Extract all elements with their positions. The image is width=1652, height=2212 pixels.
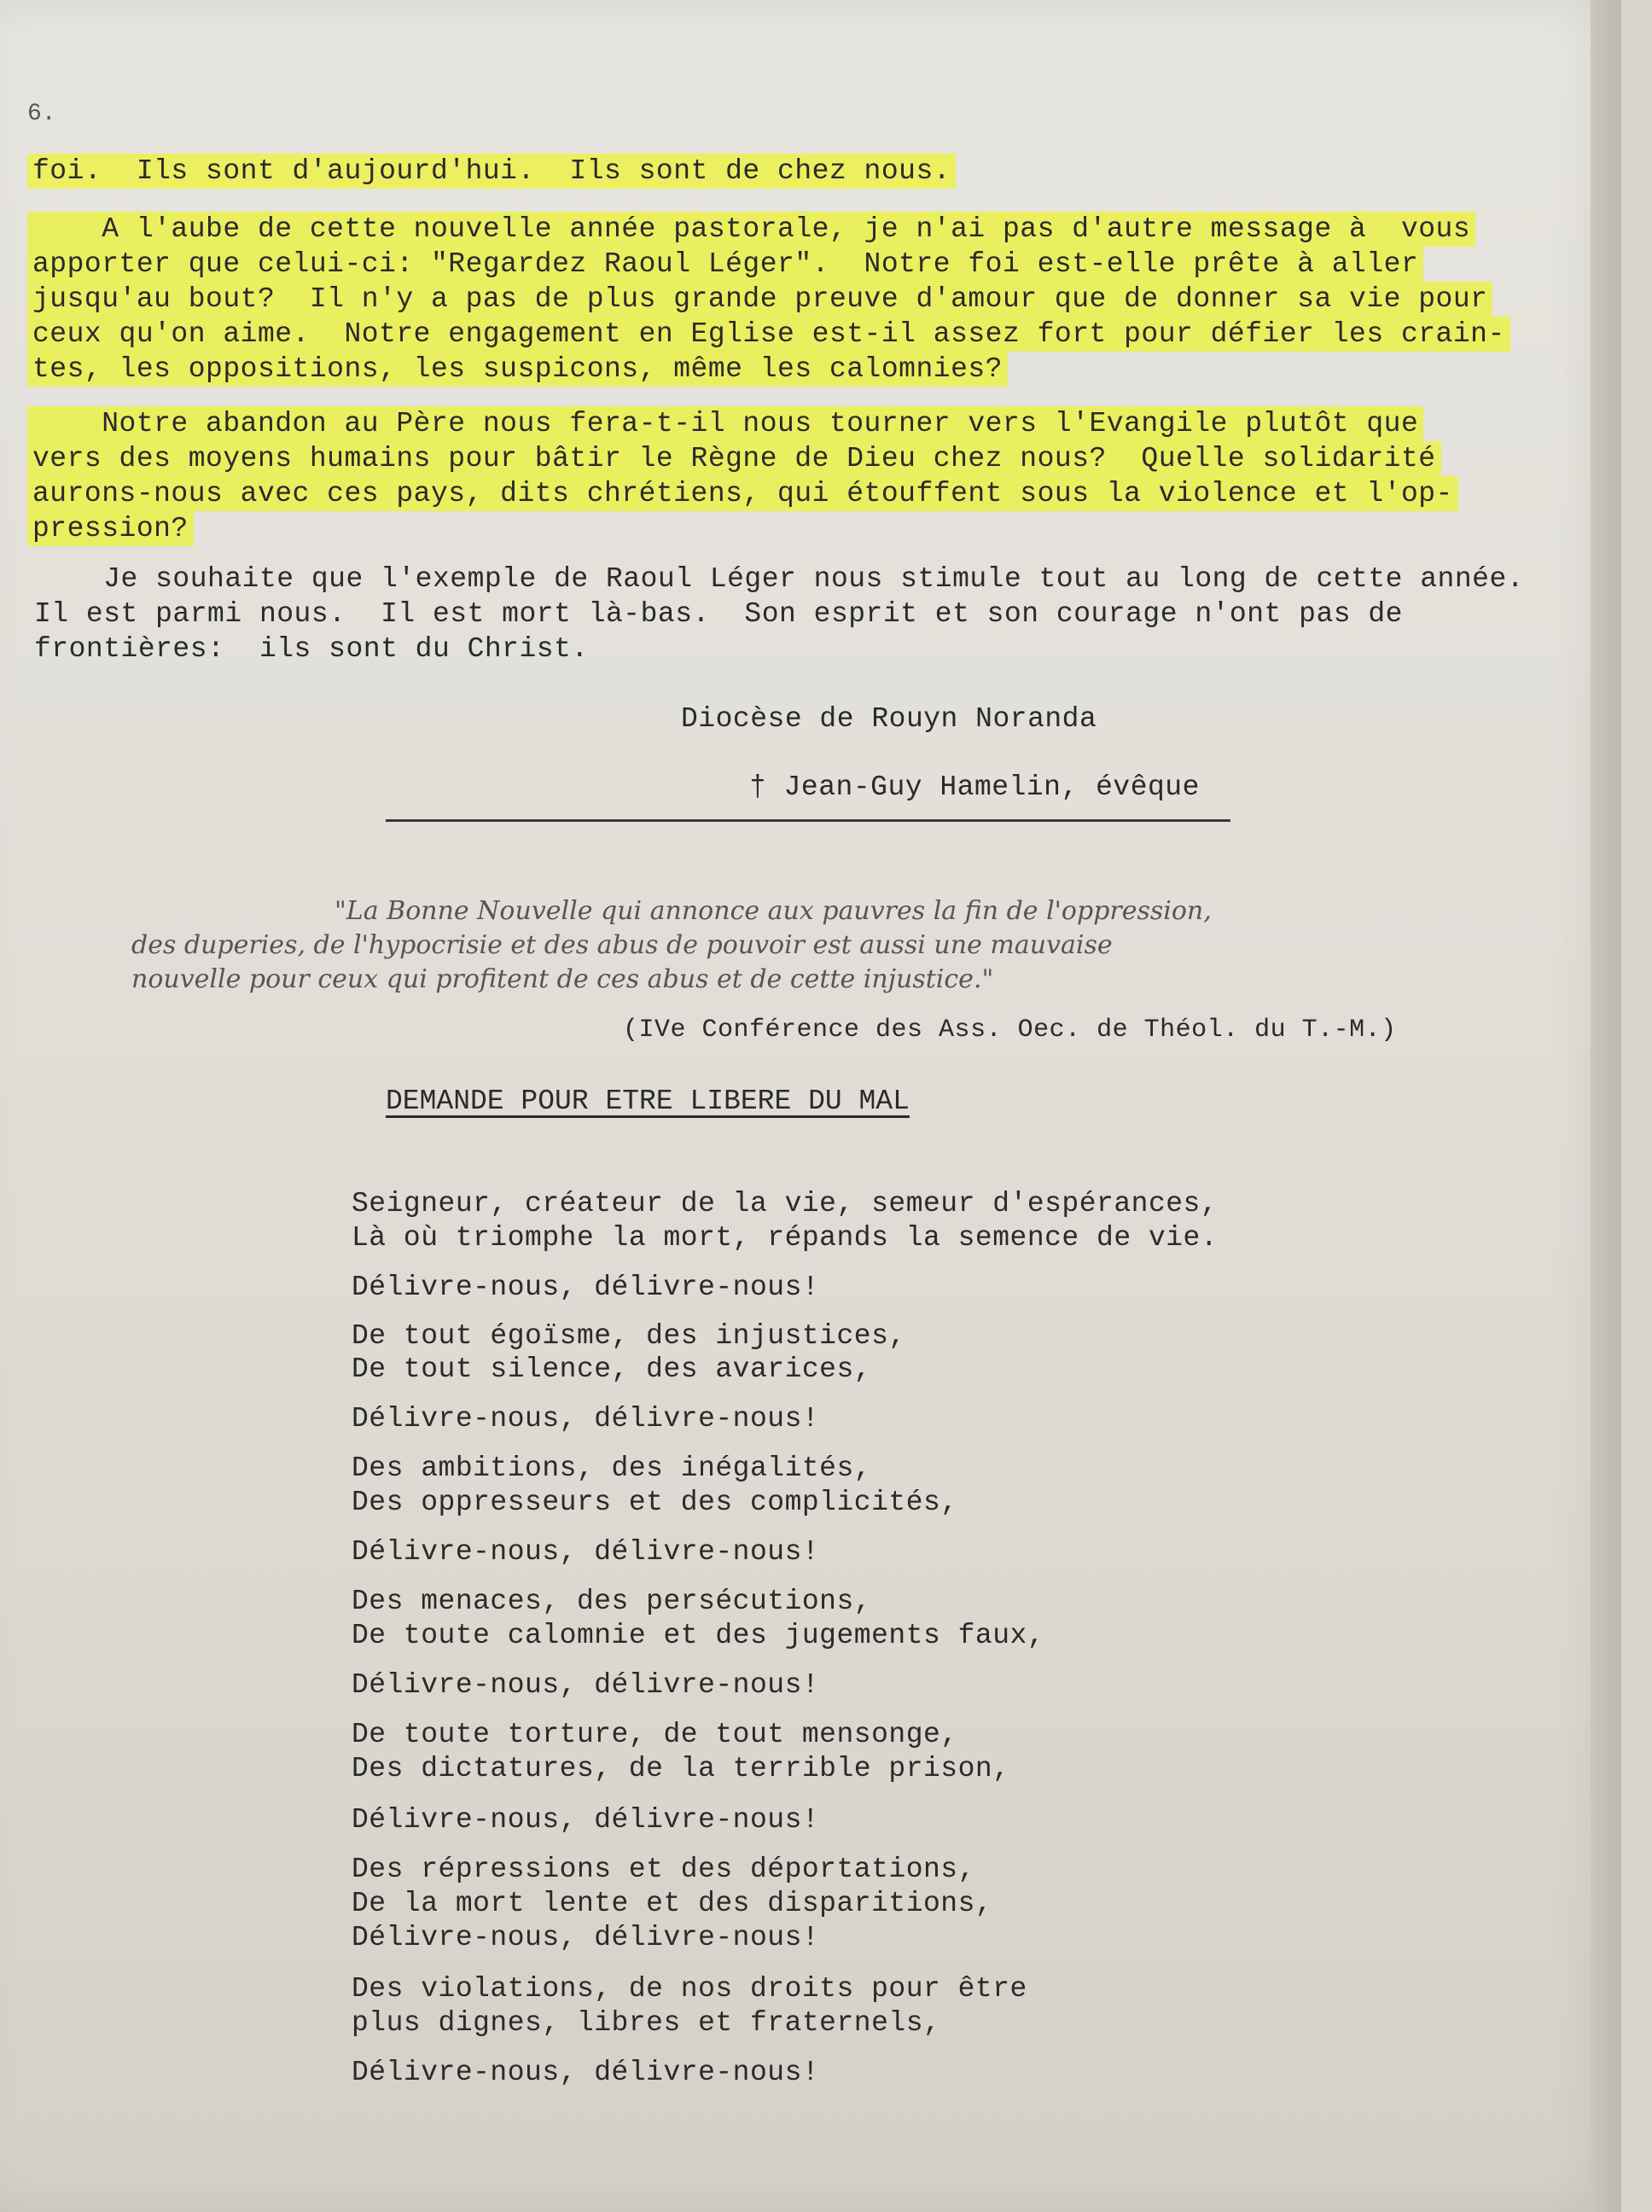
paragraph-2-line: [27, 213, 1475, 245]
highlight: ceux qu'on aime. Notre engagement en Eglise est-il assez fort pour défier les crain-: [27, 317, 1510, 352]
prayer-line: De tout égoïsme, des injustices,: [352, 1320, 906, 1352]
prayer-line: De tout silence, des avarices,: [352, 1353, 872, 1385]
paragraph-2-line: [27, 283, 1492, 315]
prayer-refrain: Délivre-nous, délivre-nous!: [352, 1272, 820, 1303]
prayer-refrain: Délivre-nous, délivre-nous!: [352, 1804, 820, 1836]
paragraph-2-line: [27, 353, 1008, 385]
paragraph-3-line: [27, 513, 194, 544]
paragraph-3-line: [27, 478, 1458, 509]
paragraph-4-line: Je souhaite que l'exemple de Raoul Léger nous stimule tout au long de cette année.: [34, 563, 1525, 595]
quote-line: nouvelle pour ceux qui profitent de ces abus et de cette injustice.": [131, 964, 994, 994]
prayer-line: Des menaces, des persécutions,: [352, 1586, 872, 1617]
highlight: vers des moyens humains pour bâtir le Règne de Dieu chez nous? Quelle solidarité: [27, 441, 1441, 476]
highlight: tes, les oppositions, les suspicons, même les calomnies?: [27, 352, 1008, 387]
paragraph-4-line: frontières: ils sont du Christ.: [34, 633, 589, 665]
highlight: A l'aube de cette nouvelle année pastorale, je n'ai pas d'autre message à vous: [27, 212, 1475, 247]
paragraph-2-line: [27, 248, 1423, 280]
prayer-line: Des oppresseurs et des complicités,: [352, 1487, 958, 1518]
paragraph-3-line: [27, 443, 1441, 474]
diocese-name: Diocèse de Rouyn Noranda: [681, 703, 1097, 735]
prayer-line: De toute calomnie et des jugements faux,: [352, 1620, 1045, 1651]
prayer-line: Là où triomphe la mort, répands la semence de vie.: [352, 1222, 1219, 1254]
page-edge: [1591, 0, 1621, 2212]
prayer-heading: DEMANDE POUR ETRE LIBERE DU MAL: [386, 1086, 910, 1117]
highlight: aurons-nous avec ces pays, dits chrétiens, qui étouffent sous la violence et l'op-: [27, 476, 1458, 511]
paragraph-4-line: Il est parmi nous. Il est mort là-bas. Son esprit et son courage n'ont pas de: [34, 598, 1403, 630]
quote-line: des duperies, de l'hypocrisie et des abus de pouvoir est aussi une mauvaise: [131, 930, 1113, 960]
quote-source: (IVe Conférence des Ass. Oec. de Théol. du T.-M.): [623, 1016, 1397, 1045]
prayer-refrain: Délivre-nous, délivre-nous!: [352, 1922, 820, 1953]
quote-line: "La Bonne Nouvelle qui annonce aux pauvres la fin de l'oppression,: [334, 896, 1212, 926]
prayer-refrain: Délivre-nous, délivre-nous!: [352, 1536, 820, 1568]
highlight: pression?: [27, 511, 194, 546]
cross-symbol: †: [749, 771, 767, 803]
prayer-line: Des violations, de nos droits pour être: [352, 1973, 1027, 2005]
prayer-refrain: Délivre-nous, délivre-nous!: [352, 2057, 820, 2088]
highlight: foi. Ils sont d'aujourd'hui. Ils sont de chez nous.: [27, 154, 956, 189]
horizontal-rule: [386, 819, 1230, 822]
prayer-refrain: Délivre-nous, délivre-nous!: [352, 1403, 820, 1435]
highlight: Notre abandon au Père nous fera-t-il nous tourner vers l'Evangile plutôt que: [27, 406, 1423, 441]
prayer-line: Seigneur, créateur de la vie, semeur d'espérances,: [352, 1188, 1219, 1220]
highlight: apporter que celui-ci: "Regardez Raoul Léger". Notre foi est-elle prête à aller: [27, 247, 1423, 282]
prayer-refrain: Délivre-nous, délivre-nous!: [352, 1669, 820, 1701]
highlight: jusqu'au bout? Il n'y a pas de plus grande preuve d'amour que de donner sa vie pour: [27, 282, 1492, 317]
bishop-name: Jean-Guy Hamelin, évêque: [783, 771, 1200, 803]
prayer-line: Des dictatures, de la terrible prison,: [352, 1753, 1010, 1784]
paragraph-2-line: [27, 318, 1510, 350]
paragraph-3-line: [27, 408, 1423, 439]
prayer-line: Des répressions et des déportations,: [352, 1854, 975, 1885]
signature-line: [749, 771, 1200, 803]
prayer-line: De la mort lente et des disparitions,: [352, 1888, 993, 1919]
page-number: 6.: [27, 101, 56, 127]
prayer-line: plus dignes, libres et fraternels,: [352, 2007, 941, 2039]
paragraph-1-line: [27, 155, 956, 187]
prayer-line: Des ambitions, des inégalités,: [352, 1452, 872, 1484]
prayer-line: De toute torture, de tout mensonge,: [352, 1719, 958, 1750]
